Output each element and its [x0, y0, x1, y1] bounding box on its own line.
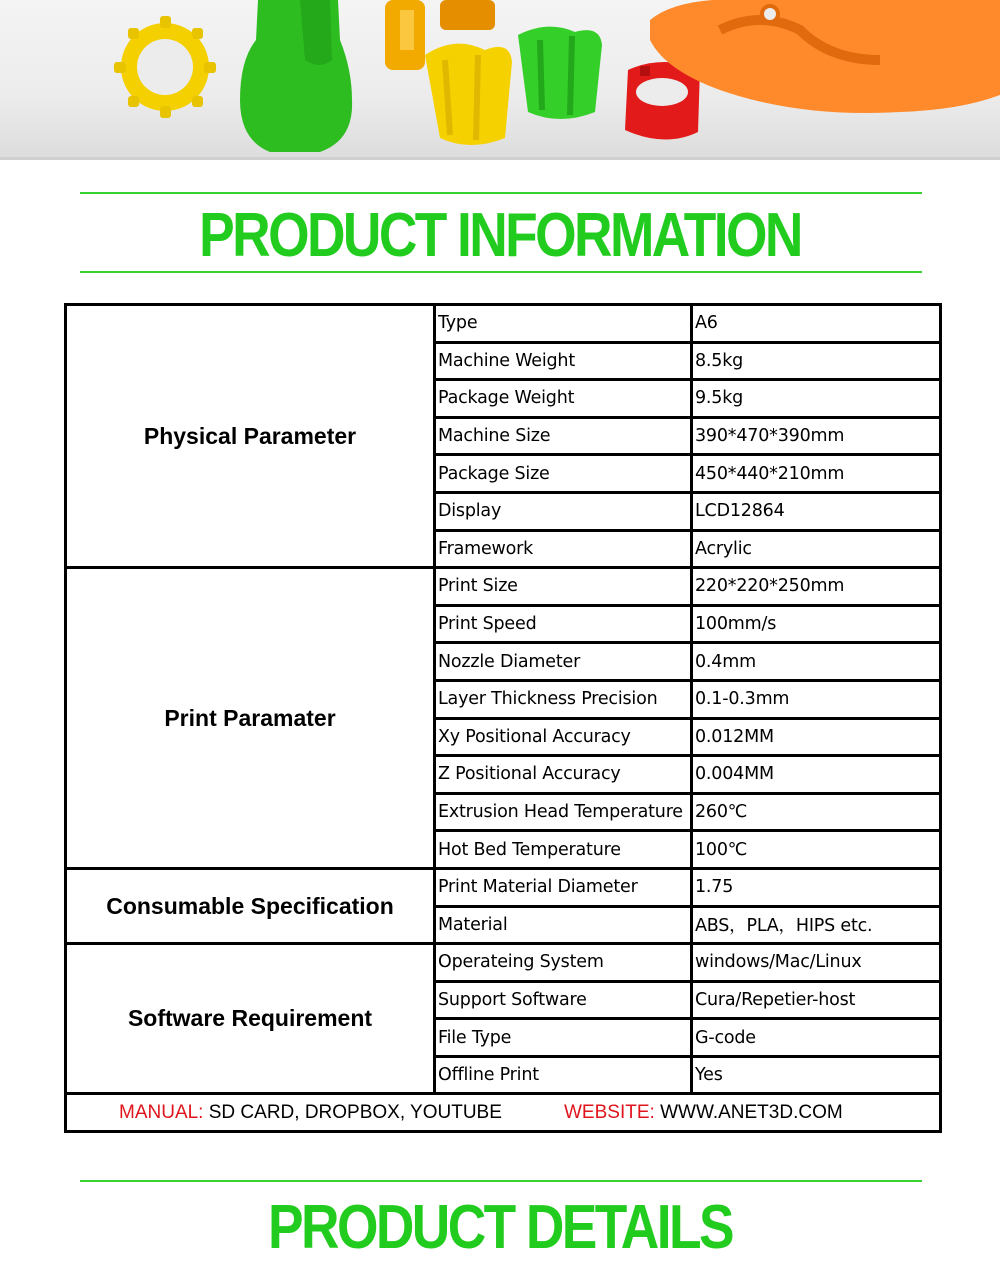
param-name: Operateing System	[435, 944, 692, 982]
next-section-title: PRODUCT DETAILS	[268, 1193, 732, 1262]
param-value: Acrylic	[692, 530, 941, 568]
next-heading-rule	[80, 1180, 922, 1182]
param-value: 260℃	[692, 793, 941, 831]
param-value: 9.5kg	[692, 380, 941, 418]
param-value: 0.4mm	[692, 643, 941, 681]
param-value: 220*220*250mm	[692, 568, 941, 606]
yellow-gear-sample	[114, 16, 216, 118]
param-value: 0.004MM	[692, 756, 941, 794]
orange-model-sample	[650, 0, 1000, 113]
param-value: 100℃	[692, 831, 941, 869]
param-name: Print Speed	[435, 605, 692, 643]
heading-rule-top	[80, 192, 922, 194]
param-name: Xy Positional Accuracy	[435, 718, 692, 756]
table-row	[66, 868, 941, 906]
param-value: Yes	[692, 1056, 941, 1094]
hero-banner	[0, 0, 1000, 160]
param-value: windows/Mac/Linux	[692, 944, 941, 982]
group-title: Software Requirement	[66, 944, 435, 1094]
param-name: Type	[435, 305, 692, 343]
param-name: Package Weight	[435, 380, 692, 418]
param-name: Package Size	[435, 455, 692, 493]
website-value: WWW.ANET3D.COM	[654, 1101, 843, 1123]
param-name: Print Size	[435, 568, 692, 606]
footer-line	[67, 1096, 939, 1130]
manual-value: SD CARD, DROPBOX, YOUTUBE	[203, 1101, 502, 1123]
param-name: Nozzle Diameter	[435, 643, 692, 681]
printed-samples-image	[0, 0, 1000, 160]
param-value: 450*440*210mm	[692, 455, 941, 493]
table-row	[66, 305, 941, 343]
spec-table	[64, 303, 942, 1133]
param-name: Z Positional Accuracy	[435, 756, 692, 794]
param-name: Material	[435, 906, 692, 944]
param-name: File Type	[435, 1019, 692, 1057]
manual-info	[119, 1102, 502, 1124]
page-title: PRODUCT INFORMATION	[199, 201, 801, 270]
param-value: 100mm/s	[692, 605, 941, 643]
group-title: Print Paramater	[66, 568, 435, 869]
param-value: 0.1-0.3mm	[692, 680, 941, 718]
manual-label: MANUAL:	[119, 1101, 204, 1123]
param-value: A6	[692, 305, 941, 343]
param-value: 1.75	[692, 868, 941, 906]
group-title: Physical Parameter	[66, 305, 435, 568]
param-value: LCD12864	[692, 492, 941, 530]
footer-cell	[66, 1094, 941, 1132]
green-vase-sample	[518, 27, 602, 119]
param-value: 8.5kg	[692, 342, 941, 380]
param-name: Extrusion Head Temperature	[435, 793, 692, 831]
website-info	[564, 1102, 843, 1124]
param-name: Support Software	[435, 981, 692, 1019]
heading-rule-bottom	[80, 271, 922, 273]
group-title: Consumable Specification	[66, 868, 435, 943]
spec-table-body	[66, 305, 941, 1094]
param-value: 390*470*390mm	[692, 417, 941, 455]
param-name: Machine Weight	[435, 342, 692, 380]
table-row	[66, 944, 941, 982]
website-label: WEBSITE:	[564, 1101, 655, 1123]
footer-row	[66, 1094, 941, 1132]
param-name: Machine Size	[435, 417, 692, 455]
param-name: Layer Thickness Precision	[435, 680, 692, 718]
param-name: Display	[435, 492, 692, 530]
param-name: Offline Print	[435, 1056, 692, 1094]
param-value: Cura/Repetier-host	[692, 981, 941, 1019]
param-value: ABS，PLA，HIPS etc.	[692, 906, 941, 944]
green-bust-sample	[240, 0, 352, 152]
table-row	[66, 568, 941, 606]
hero-floor	[0, 157, 1000, 160]
param-value: G-code	[692, 1019, 941, 1057]
param-name: Print Material Diameter	[435, 868, 692, 906]
yellow-vase-sample	[425, 44, 512, 145]
param-name: Framework	[435, 530, 692, 568]
param-name: Hot Bed Temperature	[435, 831, 692, 869]
param-value: 0.012MM	[692, 718, 941, 756]
